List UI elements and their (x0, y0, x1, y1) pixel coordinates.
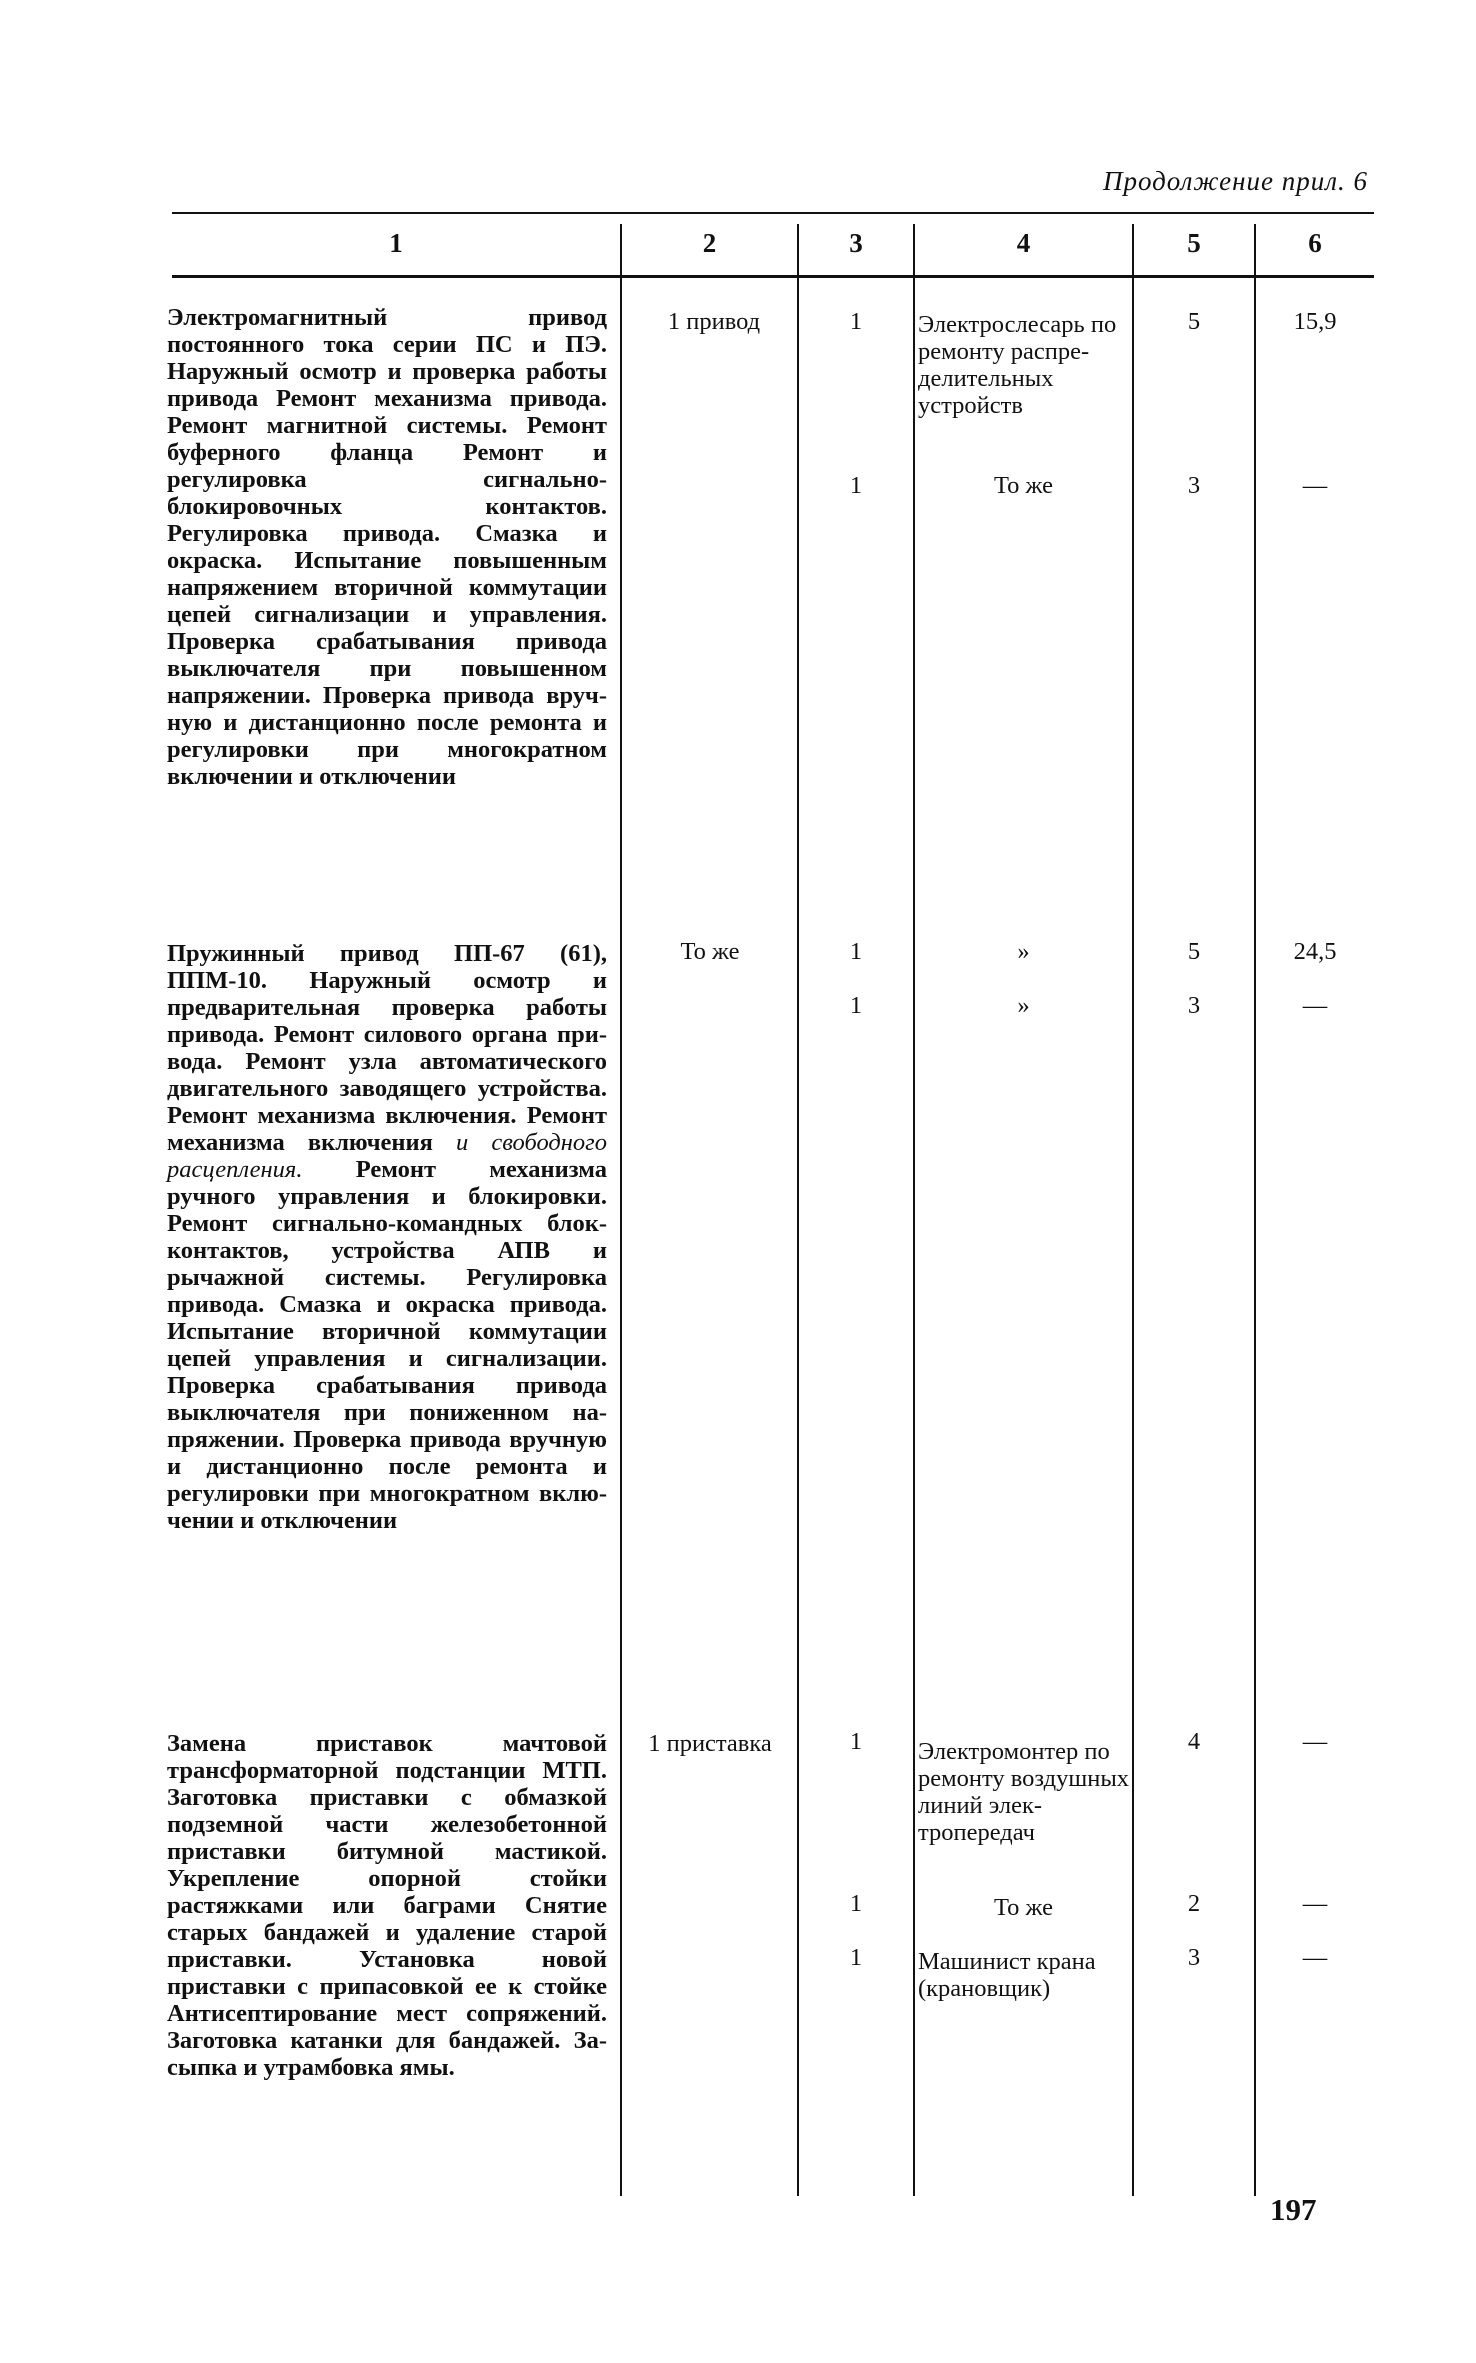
row-3-line-3-col5: 3 (1187, 1944, 1201, 1971)
row-3-line-2-col6: — (1302, 1890, 1328, 1917)
row-2-line-2-col3: 1 (849, 992, 863, 1019)
column-header-1: 1 (389, 228, 403, 258)
column-header-5: 5 (1187, 228, 1201, 258)
table-top-rule (172, 212, 1374, 214)
row-2-description (167, 940, 607, 1534)
continuation-header: Продолжение прил. 6 (1102, 166, 1368, 196)
row-1-line-1-col4: Электрослесарь по ремонту распределительных устройств (918, 311, 1117, 419)
column-divider (620, 224, 622, 2196)
row-1-line-2-col6: — (1302, 472, 1328, 499)
row-3-line-2-col4: То же (994, 1894, 1053, 1921)
row-2-line-1-col6: 24,5 (1293, 938, 1337, 965)
row-2-line-2-col4: » (1017, 992, 1030, 1019)
row-2-line-2-col5: 3 (1187, 992, 1201, 1019)
row-3-line-1-col3: 1 (849, 1728, 863, 1755)
row-2-text-tail: Ремонт механизма ручного управления и блокировки. Ремонт сигнально-командных блок-контактов, устройства АПВ и рычажной системы. Регулировка привода. Смазка и окраска привода. Испытание вторичной коммутации цепей управления и сигнализации. Проверка срабатывания привода выключателя при пониженном напряжении. Проверка привода вручную и дистанционно после ремонта и регулировки при многократном включении и отключении (167, 1156, 607, 1534)
row-3-line-3-col6: — (1302, 1944, 1328, 1971)
row-1-line-2-col4: То же (994, 472, 1053, 499)
row-3-line-3-col3: 1 (849, 1944, 863, 1971)
row-3-line-2-col5: 2 (1187, 1890, 1201, 1917)
row-1-description (167, 304, 607, 790)
row-3-line-1-col6: — (1302, 1728, 1328, 1755)
row-2-line-1-col3: 1 (849, 938, 863, 965)
row-2-italic: и свободного расцепления. (167, 1129, 607, 1183)
row-3-line-3-col4: Машинист крана (крановщик) (918, 1948, 1096, 2002)
row-1-line-1-col6: 15,9 (1293, 308, 1337, 335)
row-2-line-1-col5: 5 (1187, 938, 1201, 965)
row-1-title: Электромагнитный привод постоянного тока серии ПС и ПЭ. (167, 304, 607, 358)
row-1-unit: 1 привод (667, 308, 761, 335)
column-header-4: 4 (1016, 228, 1031, 258)
row-1-text: Наружный осмотр и проверка работы привода Ремонт механизма привода. Ремонт магнитной системы. Ремонт буферного фланца Ремонт и регулировка сигнально-блокировочных контактов. Регулировка привода. Смазка и окраска. Испытание повышенным напряжением вторичной коммутации цепей сигнализации и управления. Проверка срабатывания привода выключателя при повышенном напряжении. Проверка привода вручную и дистанционно после ремонта и регулировки при многократном включении и отключении (167, 358, 607, 790)
row-3-unit: 1 приставка (648, 1730, 772, 1757)
row-2-line-1-col4: » (1017, 938, 1030, 965)
row-3-description (167, 1730, 607, 2081)
row-2-line-2-col6: — (1302, 992, 1328, 1019)
row-1-line-1-col5: 5 (1187, 308, 1201, 335)
row-3-line-1-col5: 4 (1187, 1728, 1201, 1755)
row-1-line-1-col3: 1 (849, 308, 863, 335)
row-2-title: Пружинный привод ПП-67 (61), ППМ-10. (167, 940, 607, 994)
row-2-unit: То же (680, 938, 740, 965)
column-header-2: 2 (702, 228, 717, 258)
row-1-line-2-col3: 1 (849, 472, 863, 499)
page-number: 197 (1270, 2192, 1317, 2227)
row-1-line-2-col5: 3 (1187, 472, 1201, 499)
column-header-3: 3 (849, 228, 863, 258)
row-3-line-2-col3: 1 (849, 1890, 863, 1917)
column-header-6: 6 (1308, 228, 1322, 258)
row-3-text: Заготовка приставки с обмазкой подземной части железобетонной приставки битумной мастикой. Укрепление опорной стойки растяжками или баграми Снятие старых бандажей и удаление старой приставки. Установка новой приставки с припасовкой ее к стойке Антисептирование мест сопряжений. Заготовка катанки для бандажей. Засыпка и утрамбовка ямы. (167, 1784, 607, 2081)
row-3-line-1-col4: Электромонтер по ремонту воздушных линий электропередач (918, 1738, 1130, 1846)
table-header-rule (172, 275, 1374, 278)
row-3-title: Замена приставок мачтовой трансформаторной подстанции МТП. (167, 1730, 607, 1784)
row-2-text: Наружный осмотр и предварительная проверка работы привода. Ремонт силового органа привода. Ремонт узла автоматического двигательного заводящего устройства. Ремонт механизма включения. Ремонт механизма включения (167, 967, 608, 1156)
